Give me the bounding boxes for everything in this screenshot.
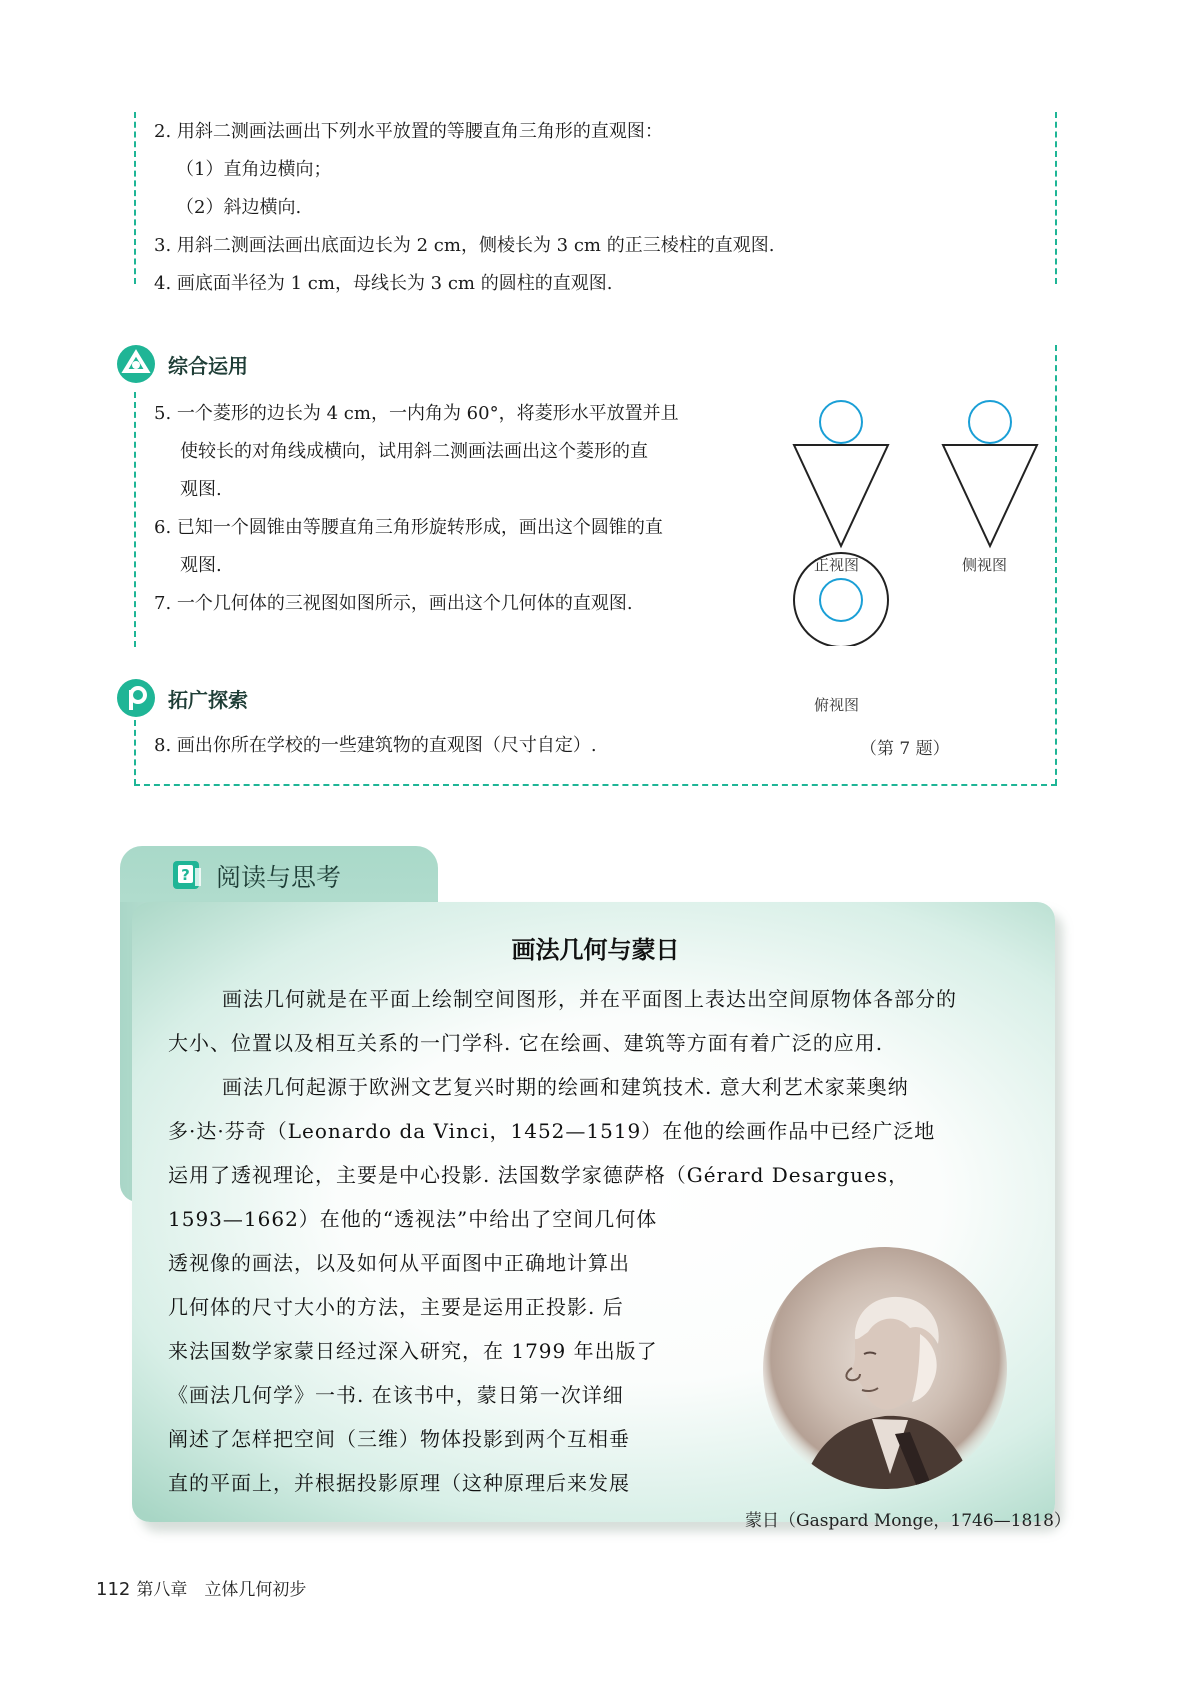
paragraph-line-11: 阐述了怎样把空间（三维）物体投影到两个互相垂 — [168, 1427, 630, 1451]
side-view-label: 侧视图 — [962, 556, 1008, 574]
article-title: 画法几何与蒙日 — [511, 936, 680, 964]
portrait-caption: 蒙日（Gaspard Monge，1746—1818） — [745, 1511, 1071, 1531]
figure-caption: （第 7 题） — [860, 739, 950, 759]
paragraph-line-10: 《画法几何学》一书. 在该书中，蒙日第一次详细 — [168, 1383, 624, 1407]
paragraph-line-4: 多·达·芬奇（Leonardo da Vinci，1452—1519）在他的绘画作品中已经广泛地 — [168, 1119, 936, 1143]
explore-section-title: 拓广探索 — [168, 688, 248, 712]
exercise-8: 8. 画出你所在学校的一些建筑物的直观图（尺寸自定）. — [154, 735, 597, 756]
paragraph-line-6: 1593—1662）在他的“透视法”中给出了空间几何体 — [168, 1207, 658, 1231]
frame-left-bottom — [134, 720, 136, 785]
front-view-label: 正视图 — [814, 556, 860, 574]
frame-bottom — [134, 784, 1057, 786]
frame-right-mid — [1055, 345, 1057, 785]
exercise-5-end: 观图. — [180, 479, 222, 500]
front-view-triangle — [794, 445, 888, 546]
exercise-6-end: 观图. — [180, 555, 222, 576]
top-view-inner-circle — [820, 579, 862, 621]
exercise-2-2: （2）斜边横向. — [176, 197, 302, 218]
paragraph-line-2: 大小、位置以及相互关系的一门学科. 它在绘画、建筑等方面有着广泛的应用. — [168, 1031, 884, 1055]
exercise-6: 6. 已知一个圆锥由等腰直角三角形旋转形成，画出这个圆锥的直 — [154, 517, 663, 538]
three-view-figure — [780, 396, 1050, 646]
frame-left-top — [134, 112, 136, 284]
frame-left-mid — [134, 392, 136, 647]
monge-portrait — [760, 1244, 1010, 1494]
exercise-5: 5. 一个菱形的边长为 4 cm，一内角为 60°，将菱形水平放置并且 — [154, 403, 679, 424]
page-footer — [96, 1575, 306, 1600]
top-view-label: 俯视图 — [814, 696, 860, 714]
chapter-title: 第八章 立体几何初步 — [136, 1580, 307, 1600]
side-view-triangle — [943, 445, 1037, 546]
svg-text:?: ? — [181, 866, 190, 884]
exercise-4: 4. 画底面半径为 1 cm，母线长为 3 cm 的圆柱的直观图. — [154, 273, 613, 294]
front-view-circle — [820, 401, 862, 443]
apply-section-icon — [116, 344, 156, 384]
frame-right-top — [1055, 112, 1057, 284]
paragraph-line-3: 画法几何起源于欧洲文艺复兴时期的绘画和建筑技术. 意大利艺术家莱奥纳 — [222, 1075, 909, 1099]
exercise-3: 3. 用斜二测画法画出底面边长为 2 cm，侧棱长为 3 cm 的正三棱柱的直观图. — [154, 235, 775, 256]
page-number: 112 — [96, 1579, 131, 1600]
side-view-circle — [969, 401, 1011, 443]
paragraph-line-1: 画法几何就是在平面上绘制空间图形，并在平面图上表达出空间原物体各部分的 — [222, 987, 957, 1011]
paragraph-line-5: 运用了透视理论，主要是中心投影. 法国数学家德萨格（Gérard Desargues， — [168, 1163, 910, 1187]
reading-tab-title: 阅读与思考 — [216, 863, 342, 892]
explore-section-icon — [116, 678, 156, 718]
apply-section-title: 综合运用 — [168, 354, 248, 378]
exercise-5-cont: 使较长的对角线成横向，试用斜二测画法画出这个菱形的直 — [180, 441, 648, 462]
paragraph-line-8: 几何体的尺寸大小的方法，主要是运用正投影. 后 — [168, 1295, 624, 1319]
exercise-7: 7. 一个几何体的三视图如图所示，画出这个几何体的直观图. — [154, 593, 633, 614]
reading-book-icon — [170, 858, 204, 892]
paragraph-line-9: 来法国数学家蒙日经过深入研究，在 1799 年出版了 — [168, 1339, 658, 1363]
paragraph-line-7: 透视像的画法，以及如何从平面图中正确地计算出 — [168, 1251, 630, 1275]
exercise-2: 2. 用斜二测画法画出下列水平放置的等腰直角三角形的直观图： — [154, 121, 663, 142]
paragraph-line-12: 直的平面上，并根据投影原理（这种原理后来发展 — [168, 1471, 630, 1495]
exercise-2-1: （1）直角边横向； — [176, 159, 332, 180]
